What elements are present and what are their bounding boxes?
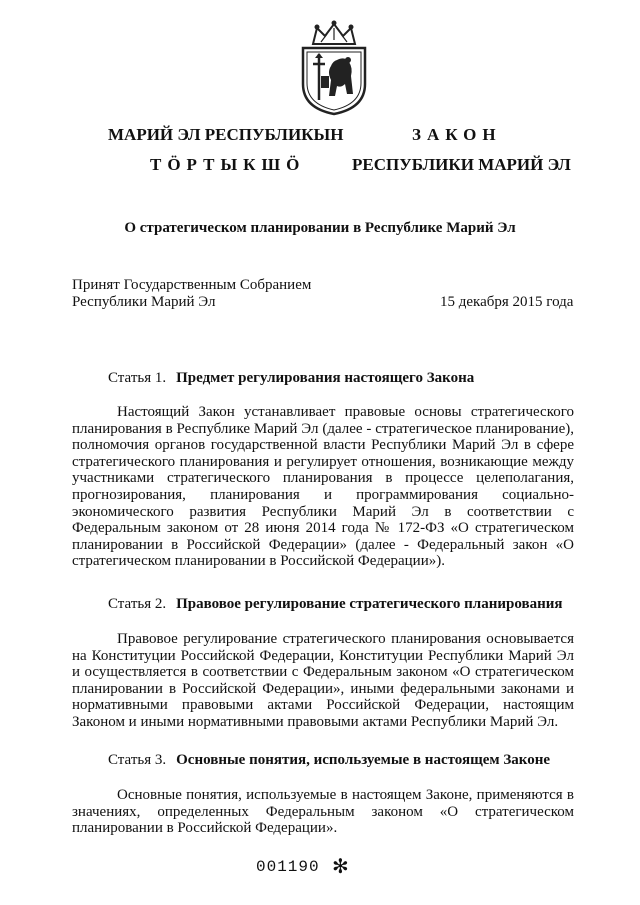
article-1-heading <box>108 370 474 387</box>
adopted-date: 15 декабря 2015 года <box>440 294 574 310</box>
article-3-heading <box>108 752 550 769</box>
header-right-line2: РЕСПУБЛИКИ МАРИЙ ЭЛ <box>352 155 571 174</box>
adopted-line2: Республики Марий Эл <box>72 294 216 310</box>
article-2-heading <box>108 596 562 613</box>
coat-of-arms-emblem <box>297 20 371 116</box>
document-title: О стратегическом планировании в Республике Марий Эл <box>124 220 516 236</box>
article-2-text: Правовое регулирование стратегического планирования основывается на Конституции Российской Федерации, Конституции Республики Марий Эл и осуществляется в соответствии с Федеральным законом «О стратегическом планировании в Российской Федерации», иными федеральными законами и нормативными правовыми актами Российской Федерации, настоящим Законом и иными нормативными правовыми актами Республики Марий Эл. <box>72 631 574 730</box>
article-title: Основные понятия, используемые в настоящем Законе <box>176 752 551 768</box>
article-number: Статья 2. <box>108 596 167 612</box>
article-number: Статья 1. <box>108 370 167 386</box>
article-3-text: Основные понятия, используемые в настоящем Законе, применяются в значениях, определенных Федеральным законом «О стратегическом планировании в Российской Федерации». <box>72 787 574 837</box>
adopted-line1: Принят Государственным Собранием <box>72 277 312 293</box>
article-1-text: Настоящий Закон устанавливает правовые основы стратегического планирования в Республике Марий Эл (далее - стратегическое планирование), полномочия органов государственной власти Республики Марий Эл в сфере стратегического планирования и регулирует отношения, возникающие между участниками стратегического планирования в процессе целеполагания, прогнозирования, планирования и программирования социально-экономического развития Республики Марий Эл в соответствии с Федеральным законом от 28 июня 2014 года № 172-ФЗ «О стратегическом планировании в Российской Федерации» (далее - Федеральный закон «О стратегическом планировании в Российской Федерации»). <box>72 404 574 570</box>
header-left-line2: ТӦРТЫКШӦ <box>150 155 306 174</box>
document-serial-number: 001190 <box>256 858 320 876</box>
header-right-line1: ЗАКОН <box>412 125 502 144</box>
article-title: Предмет регулирования настоящего Закона <box>176 370 475 386</box>
asterisk-icon: ✻ <box>332 856 349 878</box>
article-title: Правовое регулирование стратегического планирования <box>176 596 563 612</box>
header-left-line1: МАРИЙ ЭЛ РЕСПУБЛИКЫН <box>108 125 344 144</box>
article-number: Статья 3. <box>108 752 167 768</box>
